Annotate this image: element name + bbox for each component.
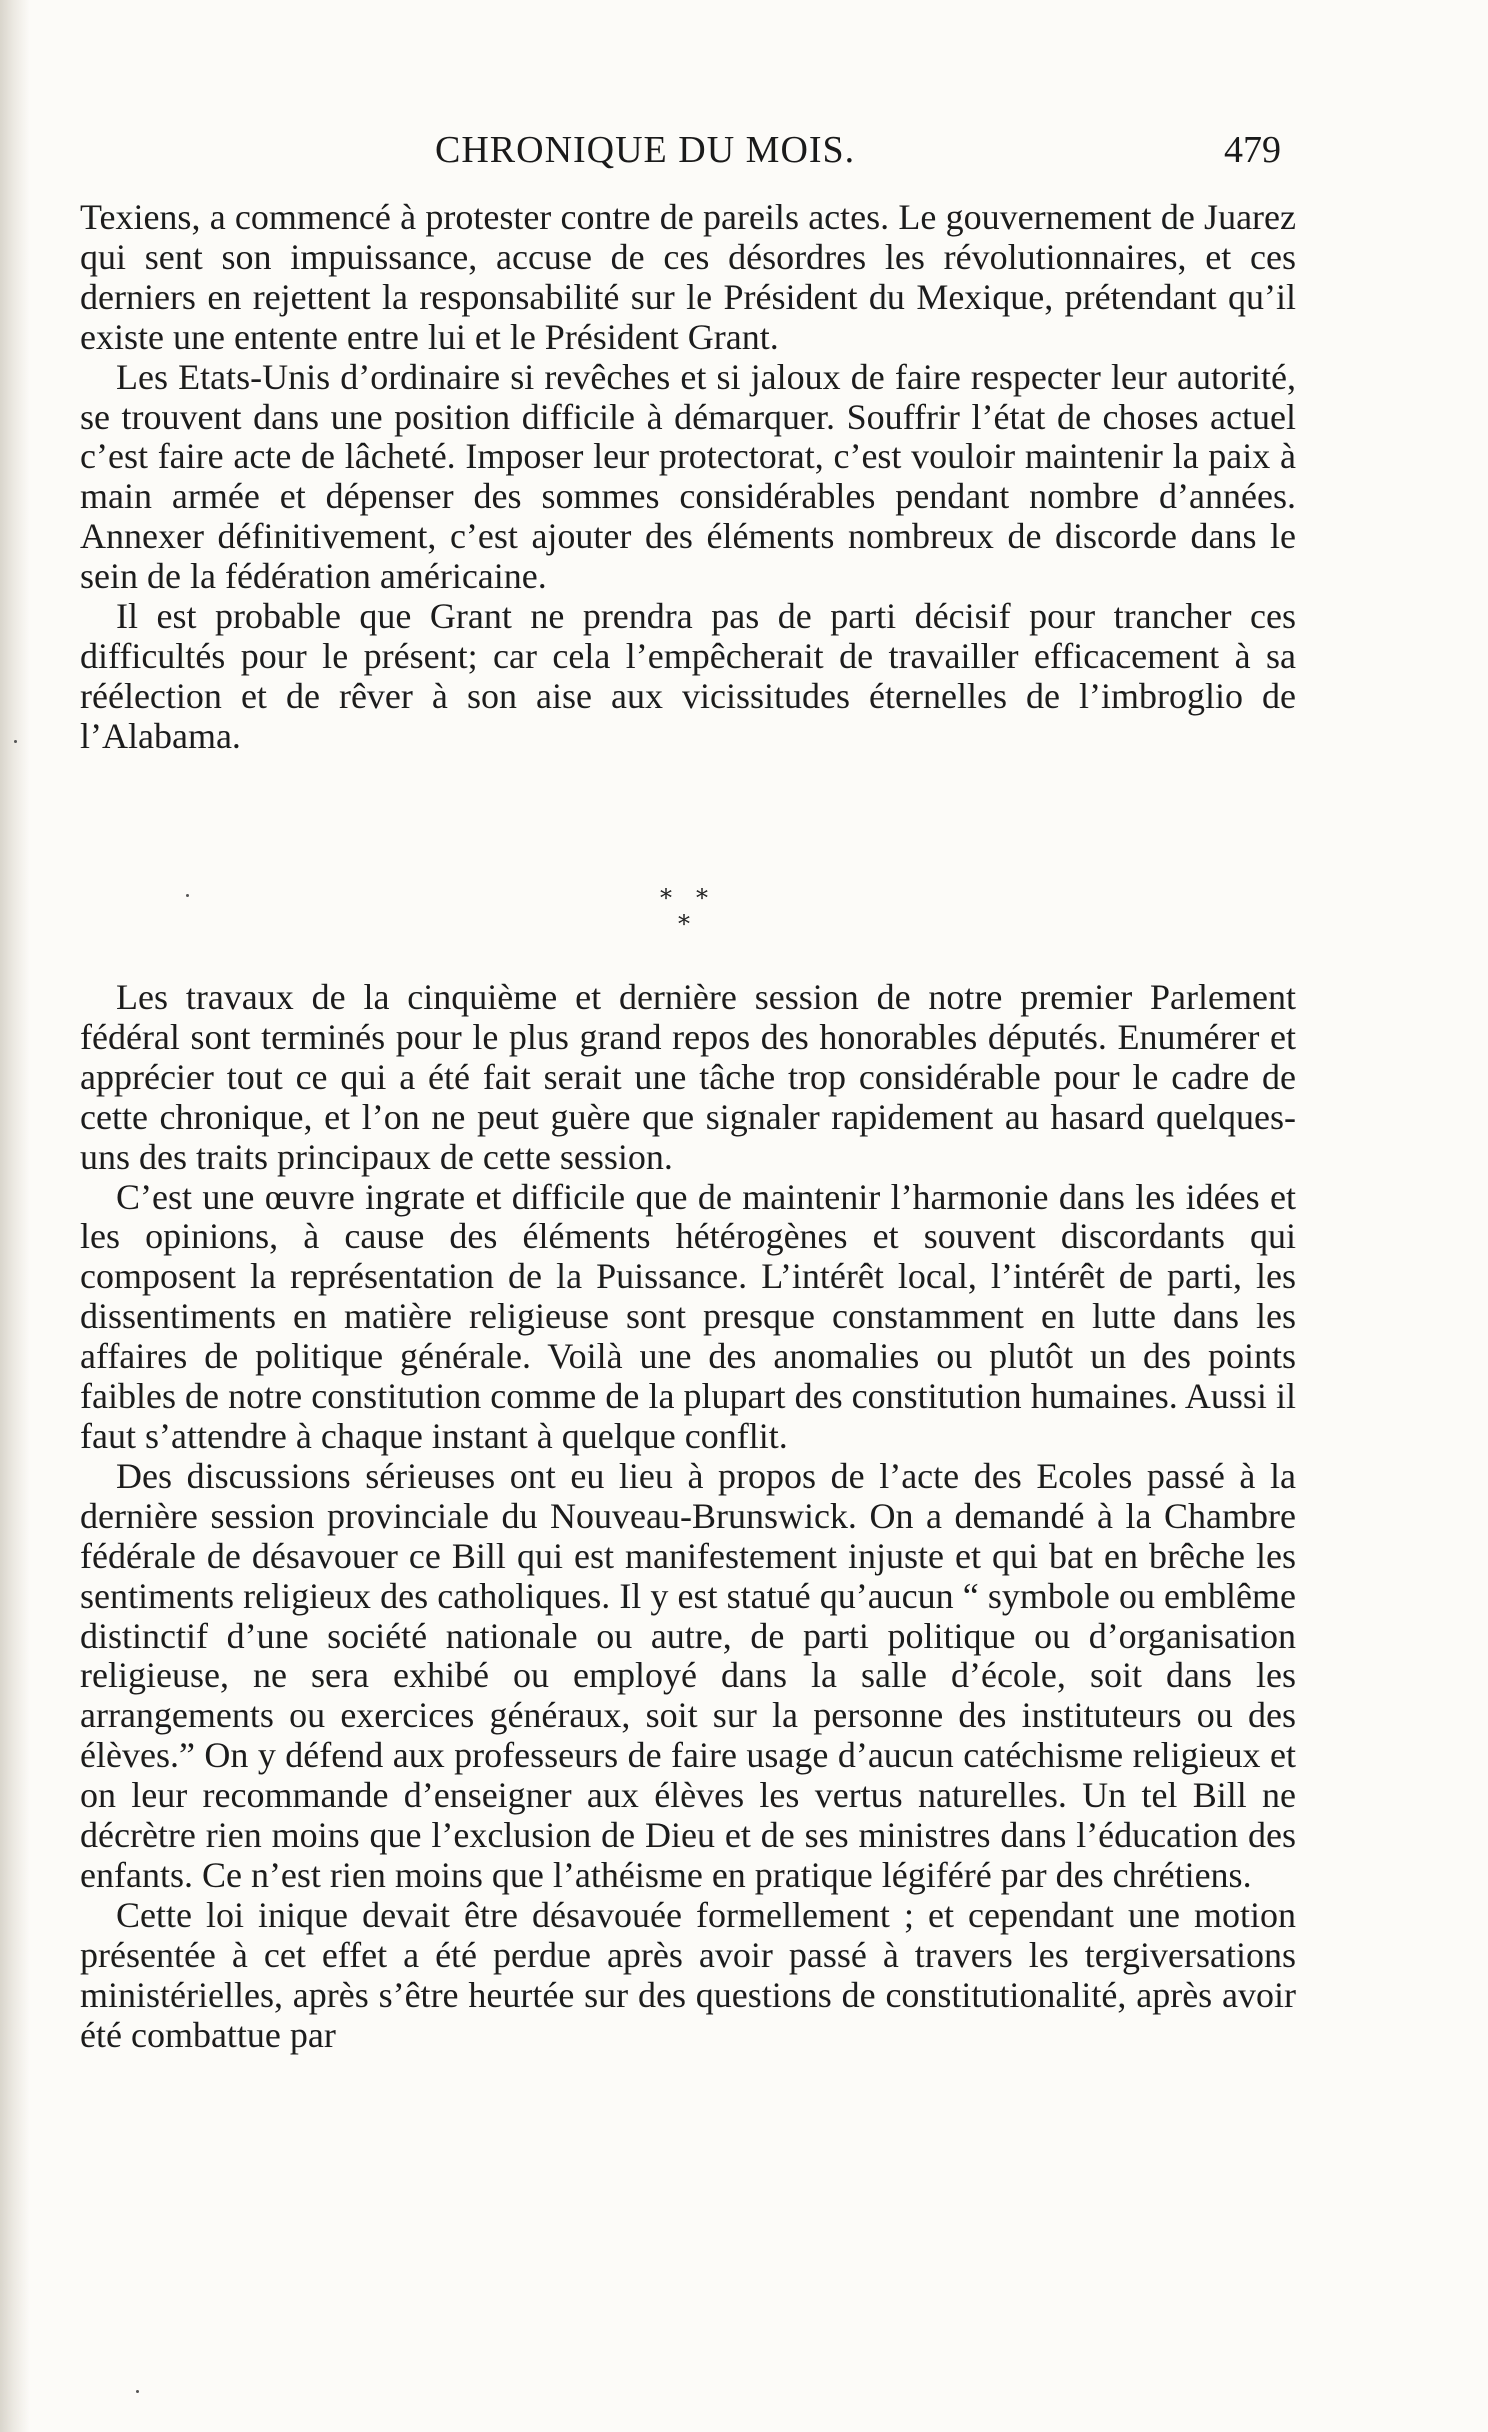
separator-star: * (660, 884, 672, 912)
section-2-text (80, 978, 1296, 2055)
print-speck (136, 2390, 139, 2393)
section-separator-asterism (0, 884, 1488, 944)
paragraph: Les travaux de la cinquième et dernière session de notre premier Parlement fédéral sont terminés pour le plus grand repos des honorables députés. Enumérer et apprécier tout ce qui a été fait serait une tâche trop considérable pour le cadre de cette chronique, et l’on ne peut guère que signaler rapidement au hasard quelques-uns des traits principaux de cette session. (80, 977, 1296, 1177)
separator-star: * (696, 884, 708, 912)
paragraph: Cette loi inique devait être désavouée formellement ; et cependant une motion présentée à cet effet a été perdue après avoir passé à travers les tergiversations ministérielles, après s’être heurtée sur des questions de constitutionalité, après avoir été combattue par (80, 1894, 1296, 2055)
page-number: 479 (1224, 129, 1281, 171)
paragraph: Il est probable que Grant ne prendra pas de parti décisif pour trancher ces difficultés pour le présent; car cela l’empêcherait de travailler efficacement à sa réélection et de rêver à son aise aux vicissitudes éternelles de l’imbroglio de l’Alabama. (80, 596, 1296, 756)
paragraph: Texiens, a commencé à protester contre de pareils actes. Le gouvernement de Juarez qui sent son impuissance, accuse de ces désordres les révolutionnaires, et ces derniers en rejettent la responsabilité sur le Président du Mexique, prétendant qu’il existe une entente entre lui et le Président Grant. (80, 197, 1296, 357)
running-title: CHRONIQUE DU MOIS. (435, 129, 856, 171)
print-speck (186, 894, 189, 897)
paragraph: C’est une œuvre ingrate et difficile que de maintenir l’harmonie dans les idées et les opinions, à cause des éléments hétérogènes et souvent discordants qui composent la représentation de la Puissance. L’intérêt local, l’intérêt de parti, les dissentiments en matière religieuse sont presque constamment en lutte dans les affaires de politique générale. Voilà une des anomalies ou plutôt un des points faibles de notre constitution comme de la plupart des constitution humaines. Aussi il faut s’attendre à chaque instant à quelque conflit. (80, 1176, 1296, 1456)
paragraph: Des discussions sérieuses ont eu lieu à propos de l’acte des Ecoles passé à la dernière session provinciale du Nouveau-Brunswick. On a demandé à la Chambre fédérale de désavouer ce Bill qui est manifestement injuste et qui bat en brêche les sentiments religieux des catholiques. Il y est statué qu’aucun “ symbole ou emblême distinctif d’une société nationale ou autre, de parti politique ou d’organisation religieuse, ne sera exhibé ou employé dans la salle d’école, soit dans les arrangements ou exercices généraux, soit sur la personne des instituteurs ou des élèves.” On y défend aux professeurs de faire usage d’aucun catéchisme religieux et on leur recommande d’enseigner aux élèves les vertus naturelles. Un tel Bill ne décrètre rien moins que l’exclusion de Dieu et de ses ministres dans l’éducation des enfants. Ce n’est rien moins que l’athéisme en pratique légiféré par des chrétiens. (80, 1455, 1296, 1895)
page-gutter-shadow (0, 0, 30, 2432)
paragraph: Les Etats-Unis d’ordinaire si revêches et si jaloux de faire respecter leur autorité, se trouvent dans une position difficile à démarquer. Souffrir l’état de choses actuel c’est faire acte de lâcheté. Imposer leur protectorat, c’est vouloir maintenir la paix à main armée et dépenser des sommes considérables pendant nombre d’années. Annexer définitivement, c’est ajouter des éléments nombreux de discorde dans le sein de la fédération américaine. (80, 356, 1296, 597)
print-speck (14, 740, 17, 743)
separator-star: * (678, 910, 690, 938)
section-1-text (80, 198, 1296, 757)
page-header (0, 128, 1488, 178)
